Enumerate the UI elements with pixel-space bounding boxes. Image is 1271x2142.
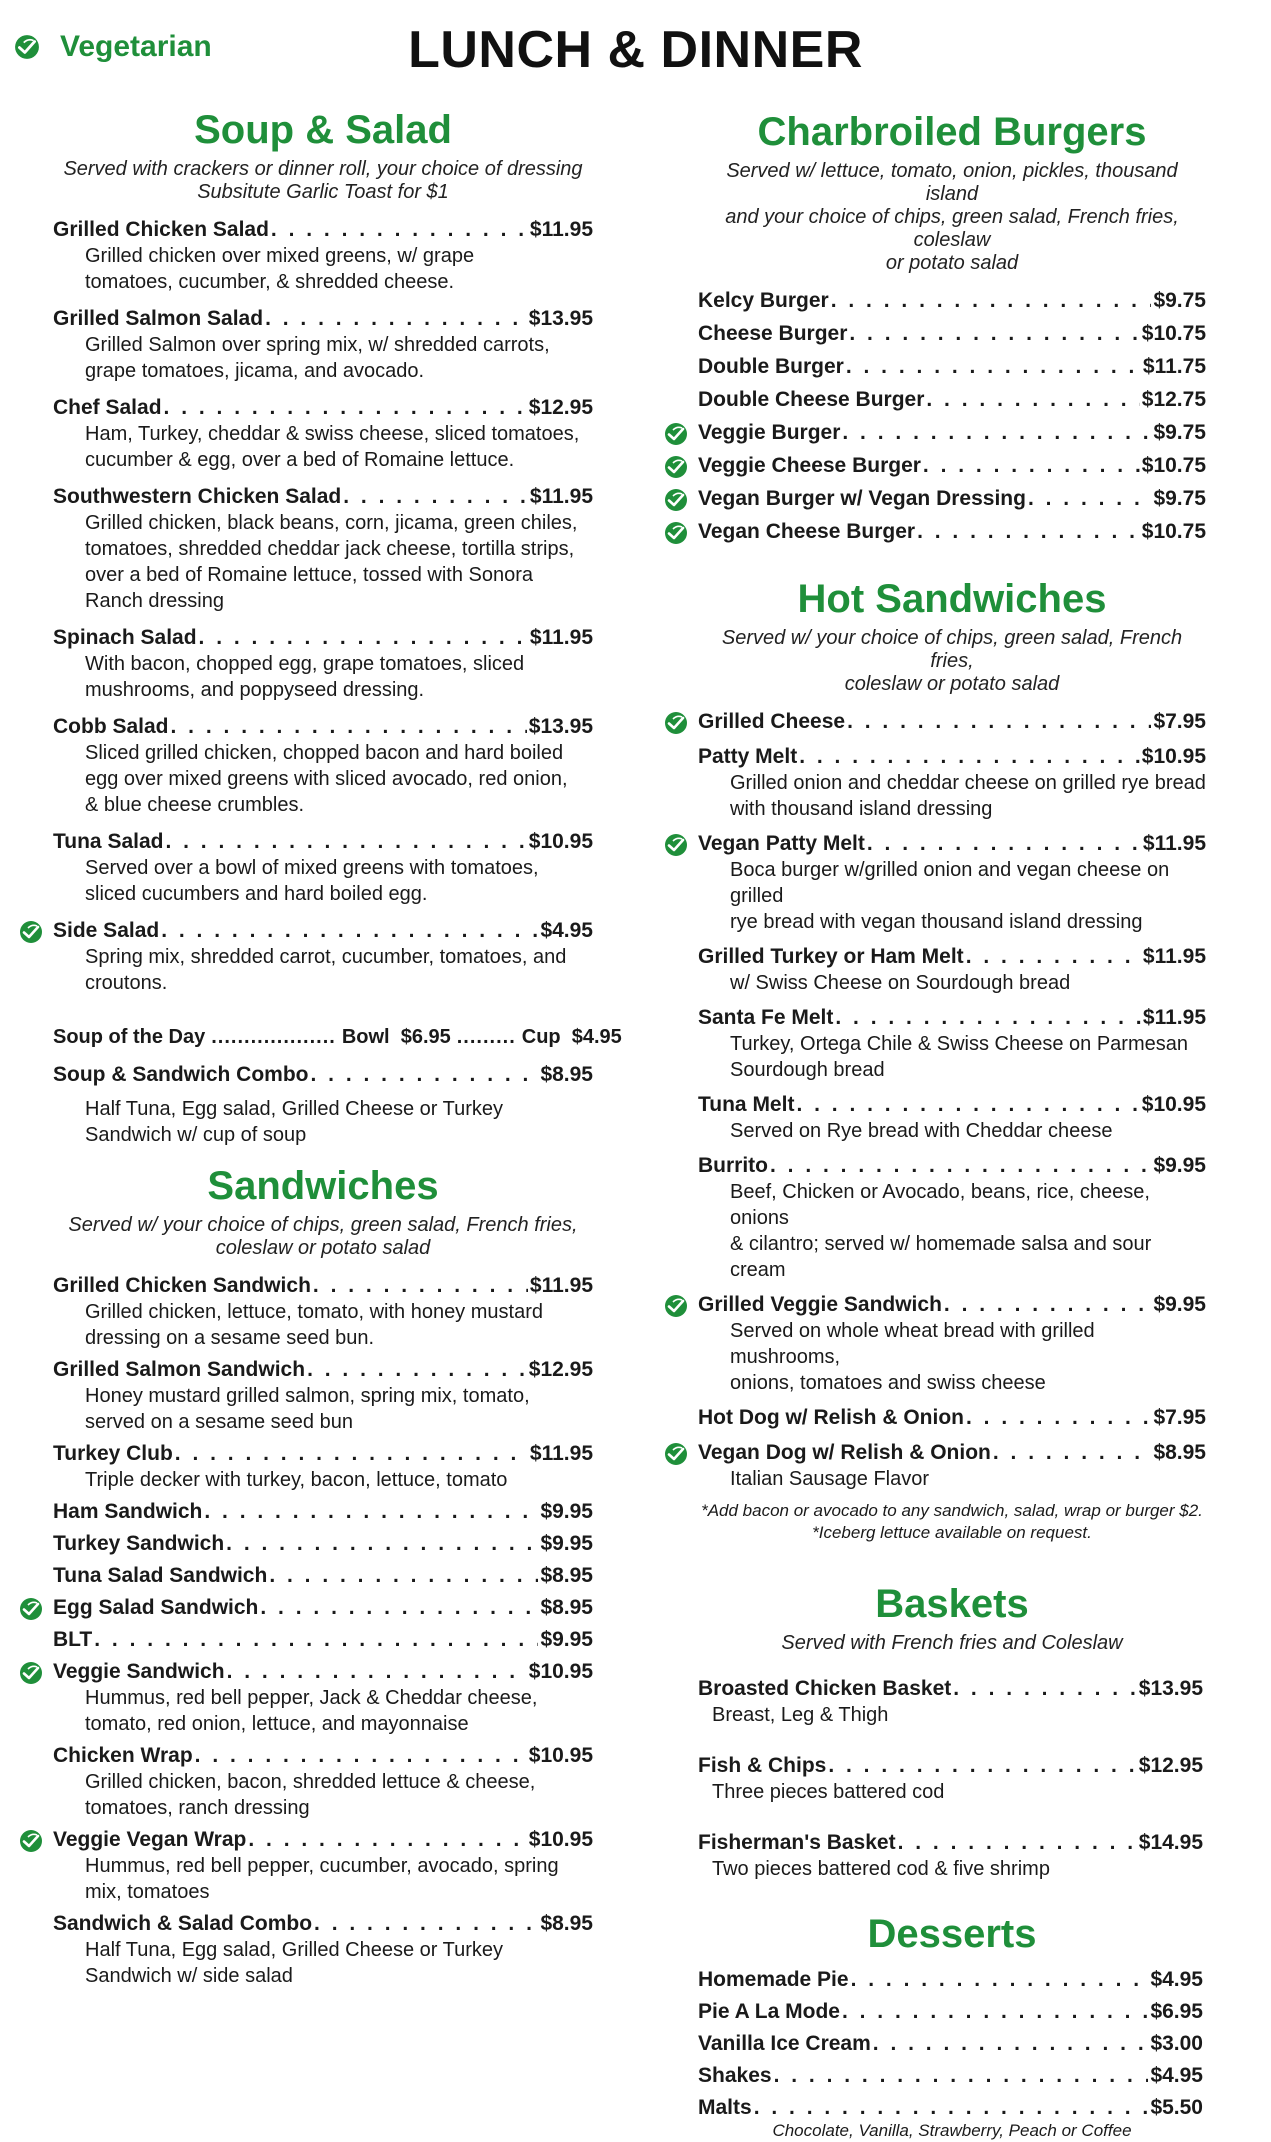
menu-item-soup-sandwich-combo: [53, 1061, 593, 1148]
item-desc: rye bread with vegan thousand island dressing: [730, 911, 1143, 933]
note-line: coleslaw or potato salad: [844, 673, 1060, 695]
item-desc: tomato, red onion, lettuce, and mayonnaise: [85, 1713, 469, 1735]
menu-item: [53, 1742, 593, 1821]
item-desc: Half Tuna, Egg salad, Grilled Cheese or Turkey: [85, 1098, 503, 1120]
item-desc: served on a sesame seed bun: [85, 1411, 353, 1433]
vegetarian-icon: [664, 488, 688, 512]
menu-item: [698, 2062, 1206, 2089]
section-title-baskets: Baskets: [875, 1582, 1029, 1626]
item-desc: croutons.: [85, 972, 168, 994]
item-desc: Grilled chicken, black beans, corn, jicama, green chiles,: [85, 512, 578, 534]
section-title-soup-salad: Soup & Salad: [194, 108, 452, 152]
item-price: $4.95: [1150, 1968, 1203, 1991]
dots: [265, 305, 527, 332]
menu-item: [698, 1404, 1206, 1431]
dots: [164, 394, 527, 421]
item-desc: cucumber & egg, over a bed of Romaine lettuce.: [85, 449, 515, 471]
item-desc: Ham, Turkey, cheddar & swiss cheese, sliced tomatoes,: [85, 423, 580, 445]
item-desc: Grilled chicken over mixed greens, w/ grape: [85, 245, 475, 267]
vegetarian-icon: [664, 422, 688, 446]
item-name: Southwestern Chicken Salad: [53, 485, 342, 508]
item-price: $12.95: [528, 396, 593, 419]
menu-item: [698, 1752, 1206, 1805]
vegetarian-icon: [19, 920, 43, 944]
item-name: Veggie Burger: [698, 421, 841, 444]
item-name: Santa Fe Melt: [698, 1006, 834, 1029]
sandwich-list: [53, 1272, 593, 1989]
left-column: [53, 106, 622, 1994]
item-name: Grilled Chicken Salad: [53, 218, 269, 241]
menu-item: [698, 1291, 1206, 1396]
note-line: coleslaw or potato salad: [215, 1237, 431, 1259]
item-desc: Served on Rye bread with Cheddar cheese: [730, 1120, 1113, 1142]
item-desc: Triple decker with turkey, bacon, lettuce, tomato: [85, 1469, 508, 1491]
item-desc: Served over a bowl of mixed greens with tomatoes,: [85, 857, 539, 879]
item-price: $11.95: [529, 1442, 593, 1465]
item-name: Ham Sandwich: [53, 1500, 203, 1523]
item-name: Grilled Chicken Sandwich: [53, 1274, 311, 1297]
dots: [828, 1752, 1136, 1779]
dots: [774, 2062, 1149, 2089]
menu-item: [698, 708, 1206, 735]
item-price: $8.95: [540, 1596, 593, 1619]
item-price: $9.95: [1153, 1293, 1206, 1316]
item-name: Soup of the Day: [53, 1026, 206, 1048]
note-line: Served w/ your choice of chips, green salad, French fries,: [721, 627, 1183, 672]
item-desc: & blue cheese crumbles.: [85, 794, 305, 816]
item-name: Vegan Cheese Burger: [698, 520, 916, 543]
item-price: $12.75: [1141, 388, 1206, 411]
item-desc: Sliced grilled chicken, chopped bacon and hard boiled: [85, 742, 564, 764]
item-name: Pie A La Mode: [698, 2000, 840, 2023]
item-name: Veggie Cheese Burger: [698, 454, 921, 477]
dots: [926, 386, 1139, 413]
menu-item: [698, 1998, 1206, 2025]
dots: [898, 1829, 1137, 1856]
menu-item: [698, 2030, 1206, 2057]
menu-item: [698, 287, 1206, 314]
item-name: Veggie Sandwich: [53, 1660, 225, 1683]
item-name: Egg Salad Sandwich: [53, 1596, 259, 1619]
item-price: $9.95: [540, 1532, 593, 1555]
dots: [343, 483, 528, 510]
dots: [993, 1439, 1152, 1466]
note-line: Served with crackers or dinner roll, your choice of dressing: [63, 158, 583, 180]
item-name: Veggie Vegan Wrap: [53, 1828, 247, 1851]
burger-list: [698, 287, 1206, 545]
menu-item: [53, 1826, 593, 1905]
dots: [248, 1826, 526, 1853]
vegetarian-icon: [664, 455, 688, 479]
item-price: $10.75: [1141, 520, 1206, 543]
item-name: Side Salad: [53, 919, 160, 942]
dots: [923, 452, 1140, 479]
item-price: $9.75: [1153, 289, 1206, 312]
soup-salad-list: [53, 216, 593, 996]
dots: [867, 830, 1141, 857]
item-name: Vegan Patty Melt: [698, 832, 865, 855]
item-desc: Half Tuna, Egg salad, Grilled Cheese or Turkey: [85, 1939, 503, 1961]
item-name: Tuna Salad Sandwich: [53, 1564, 268, 1587]
item-price: $10.75: [1141, 322, 1206, 345]
item-price: $7.95: [1153, 710, 1206, 733]
section-note: [698, 1632, 1206, 1655]
item-name: Sandwich & Salad Combo: [53, 1912, 313, 1935]
item-name: Vegan Burger w/ Vegan Dressing: [698, 487, 1026, 510]
section-note: [698, 160, 1206, 275]
dots: [966, 1404, 1151, 1431]
item-price: $13.95: [528, 307, 593, 330]
dots: [314, 1910, 538, 1937]
item-price-cup: Cup $4.95: [521, 1026, 622, 1048]
item-desc: with thousand island dressing: [730, 798, 993, 820]
menu-item: [698, 1966, 1206, 1993]
menu-item: [698, 452, 1206, 479]
menu-item: [53, 394, 593, 473]
item-name: Hot Dog w/ Relish & Onion: [698, 1406, 964, 1429]
menu-item: [53, 1910, 593, 1989]
menu-item: [53, 305, 593, 384]
menu-item: [53, 1562, 593, 1589]
item-price: $9.75: [1153, 421, 1206, 444]
dots: [313, 1272, 528, 1299]
item-desc: onions, tomatoes and swiss cheese: [730, 1372, 1046, 1394]
menu-item: [698, 1675, 1206, 1728]
dots: .........: [456, 1026, 516, 1048]
dots: [966, 943, 1141, 970]
item-name: Double Burger: [698, 355, 844, 378]
vegetarian-icon: [19, 1661, 43, 1685]
menu-item: [698, 743, 1206, 822]
dots: ...................: [211, 1026, 336, 1048]
note-line: or potato salad: [885, 252, 1019, 274]
item-name: Grilled Salmon Salad: [53, 307, 264, 330]
dots: [847, 708, 1151, 735]
dots: [851, 1966, 1149, 1993]
item-price: $8.95: [540, 1564, 593, 1587]
dots: [161, 917, 538, 944]
item-name: Cobb Salad: [53, 715, 169, 738]
item-name: Turkey Club: [53, 1442, 173, 1465]
item-desc: Served on whole wheat bread with grilled mushrooms,: [730, 1320, 1095, 1368]
item-desc: tomatoes, cucumber, & shredded cheese.: [85, 271, 455, 293]
dots: [917, 518, 1140, 545]
item-desc: Sourdough bread: [730, 1059, 885, 1081]
vegetarian-icon: [19, 1597, 43, 1621]
item-desc: tomatoes, shredded cheddar jack cheese, tortilla strips,: [85, 538, 575, 560]
item-desc: w/ Swiss Cheese on Sourdough bread: [730, 972, 1071, 994]
item-desc: Boca burger w/grilled onion and vegan cheese on grilled: [730, 859, 1170, 907]
item-desc: mix, tomatoes: [85, 1881, 210, 1903]
dots: [307, 1356, 527, 1383]
section-title-sandwiches: Sandwiches: [207, 1164, 439, 1208]
item-desc: mushrooms, and poppyseed dressing.: [85, 679, 425, 701]
item-name: Vegan Dog w/ Relish & Onion: [698, 1441, 991, 1464]
menu-item: [53, 1498, 593, 1525]
item-desc: Breast, Leg & Thigh: [712, 1704, 889, 1726]
note-line: Served w/ your choice of chips, green salad, French fries,: [68, 1214, 578, 1236]
item-name: Tuna Salad: [53, 830, 164, 853]
vegetarian-icon: [664, 1442, 688, 1466]
dessert-flavors: Chocolate, Vanilla, Strawberry, Peach or Coffee: [772, 2121, 1132, 2140]
menu-item: [53, 216, 593, 295]
menu-item: [53, 828, 593, 907]
dots: [831, 287, 1152, 314]
dots: [873, 2030, 1149, 2057]
item-price: $8.95: [1153, 1441, 1206, 1464]
item-name: Tuna Melt: [698, 1093, 795, 1116]
menu-item: [698, 1829, 1206, 1882]
menu-item: [53, 1272, 593, 1351]
item-price: $13.95: [528, 715, 593, 738]
item-price: $5.50: [1150, 2096, 1203, 2119]
legend-label: Vegetarian: [60, 30, 212, 63]
item-desc: tomatoes, ranch dressing: [85, 1797, 310, 1819]
note-line: Served with French fries and Coleslaw: [781, 1632, 1123, 1654]
vegetarian-icon: [664, 833, 688, 857]
footnote-line: *Add bacon or avocado to any sandwich, salad, wrap or burger $2.: [701, 1501, 1203, 1520]
item-name: Broasted Chicken Basket: [698, 1677, 952, 1700]
hot-sandwich-list: [698, 708, 1206, 1492]
menu-item: [698, 2094, 1206, 2121]
item-price: $10.95: [528, 1744, 593, 1767]
dots: [94, 1626, 538, 1653]
item-name: Soup & Sandwich Combo: [53, 1063, 309, 1086]
item-name: Grilled Salmon Sandwich: [53, 1358, 306, 1381]
page-title: LUNCH & DINNER: [408, 21, 863, 79]
menu-item: [53, 483, 593, 614]
dots: [1028, 485, 1151, 512]
item-name: Cheese Burger: [698, 322, 848, 345]
dots: [311, 1061, 539, 1088]
item-price: $6.95: [1150, 2000, 1203, 2023]
item-price: $9.95: [1153, 1154, 1206, 1177]
item-price: $11.95: [1142, 832, 1206, 855]
menu-item: [698, 419, 1206, 446]
item-desc: Beef, Chicken or Avocado, beans, rice, cheese, onions: [730, 1181, 1150, 1229]
item-price: $11.95: [529, 626, 593, 649]
item-name: Burrito: [698, 1154, 768, 1177]
item-price-bowl: Bowl $6.95: [341, 1026, 451, 1048]
dots: [269, 1562, 538, 1589]
menu-item: [53, 917, 593, 996]
section-note: [698, 627, 1206, 696]
menu-item: [53, 1626, 593, 1653]
item-price: $10.95: [528, 1828, 593, 1851]
item-desc: Ranch dressing: [85, 590, 224, 612]
item-desc: dressing on a sesame seed bun.: [85, 1327, 375, 1349]
item-name: BLT: [53, 1628, 93, 1651]
item-desc: & cilantro; served w/ homemade salsa and sour cream: [730, 1233, 1152, 1281]
menu-item: [698, 1152, 1206, 1283]
item-price: $10.75: [1141, 454, 1206, 477]
item-name: Grilled Veggie Sandwich: [698, 1293, 942, 1316]
dots: [799, 743, 1140, 770]
section-title-burgers: Charbroiled Burgers: [757, 110, 1147, 154]
menu-item: [698, 353, 1206, 380]
dots: [271, 216, 528, 243]
item-name: Vanilla Ice Cream: [698, 2032, 871, 2055]
item-name: Turkey Sandwich: [53, 1532, 225, 1555]
menu-item: [53, 1440, 593, 1493]
menu-item: [698, 485, 1206, 512]
dots: [199, 624, 528, 651]
dots: [842, 1998, 1148, 2025]
item-desc: Turkey, Ortega Chile & Swiss Cheese on Parmesan: [730, 1033, 1188, 1055]
item-price: $8.95: [540, 1912, 593, 1935]
item-name: Grilled Cheese: [698, 710, 846, 733]
item-desc: Two pieces battered cod & five shrimp: [712, 1858, 1050, 1880]
item-desc: Hummus, red bell pepper, Jack & Cheddar cheese,: [85, 1687, 538, 1709]
menu-item-soup-of-the-day: [53, 1024, 622, 1051]
dots: [944, 1291, 1152, 1318]
dots: [842, 419, 1151, 446]
menu-item: [53, 624, 593, 703]
item-price: $3.00: [1150, 2032, 1203, 2055]
item-name: Fisherman's Basket: [698, 1831, 896, 1854]
item-desc: Honey mustard grilled salmon, spring mix, tomato,: [85, 1385, 530, 1407]
item-desc: Sandwich w/ side salad: [85, 1965, 293, 1987]
item-price: $13.95: [1138, 1677, 1203, 1700]
item-price: $9.95: [540, 1628, 593, 1651]
item-price: $10.95: [1141, 745, 1206, 768]
note-line: Served w/ lettuce, tomato, onion, pickles, thousand island: [726, 160, 1178, 205]
menu-item: [698, 320, 1206, 347]
item-desc: egg over mixed greens with sliced avocado, red onion,: [85, 768, 568, 790]
dessert-list: [698, 1966, 1206, 2121]
item-name: Malts: [698, 2096, 752, 2119]
item-price: $11.95: [529, 1274, 593, 1297]
item-desc: Grilled chicken, lettuce, tomato, with honey mustard: [85, 1301, 543, 1323]
item-desc: Grilled Salmon over spring mix, w/ shredded carrots,: [85, 334, 550, 356]
item-name: Shakes: [698, 2064, 772, 2087]
item-desc: grape tomatoes, jicama, and avocado.: [85, 360, 425, 382]
item-desc: Italian Sausage Flavor: [730, 1468, 930, 1490]
item-desc: With bacon, chopped egg, grape tomatoes, sliced: [85, 653, 525, 675]
footnote: [698, 1500, 1206, 1544]
item-desc: sliced cucumbers and hard boiled egg.: [85, 883, 428, 905]
dots: [846, 353, 1141, 380]
item-price: $11.95: [1142, 1006, 1206, 1029]
item-price: $4.95: [540, 919, 593, 942]
dots: [175, 1440, 528, 1467]
dots: [171, 713, 527, 740]
menu-item: [53, 1658, 593, 1737]
item-price: $11.95: [529, 218, 593, 241]
dots: [953, 1675, 1137, 1702]
dots: [849, 320, 1139, 347]
item-price: $10.95: [528, 1660, 593, 1683]
item-name: Chicken Wrap: [53, 1744, 193, 1767]
menu-item: [698, 1091, 1206, 1144]
section-title-desserts: Desserts: [867, 1912, 1037, 1956]
menu-item: [698, 943, 1206, 996]
vegetarian-icon: [664, 1294, 688, 1318]
item-desc: Three pieces battered cod: [712, 1781, 945, 1803]
footnote-line: *Iceberg lettuce available on request.: [812, 1523, 1092, 1542]
item-desc: over a bed of Romaine lettuce, tossed with Sonora: [85, 564, 534, 586]
item-name: Grilled Turkey or Ham Melt: [698, 945, 964, 968]
menu-item: [53, 1594, 593, 1621]
dots: [835, 1004, 1141, 1031]
dots: [796, 1091, 1139, 1118]
item-price: $9.75: [1153, 487, 1206, 510]
item-price: $9.95: [540, 1500, 593, 1523]
item-desc: Spring mix, shredded carrot, cucumber, tomatoes, and: [85, 946, 567, 968]
dots: [204, 1498, 538, 1525]
item-desc: Hummus, red bell pepper, cucumber, avocado, spring: [85, 1855, 559, 1877]
item-name: Double Cheese Burger: [698, 388, 925, 411]
menu-item: [698, 518, 1206, 545]
item-price: $14.95: [1138, 1831, 1203, 1854]
dots: [770, 1152, 1151, 1179]
item-name: Chef Salad: [53, 396, 162, 419]
item-name: Patty Melt: [698, 745, 798, 768]
item-name: Fish & Chips: [698, 1754, 827, 1777]
note-line: Subsitute Garlic Toast for $1: [197, 181, 449, 203]
menu-item: [53, 1356, 593, 1435]
note-line: and your choice of chips, green salad, French fries, coleslaw: [725, 206, 1179, 251]
vegetarian-icon: [664, 711, 688, 735]
menu-item: [53, 713, 593, 818]
item-price: $10.95: [1141, 1093, 1206, 1116]
dots: [165, 828, 526, 855]
menu-item: [53, 1530, 593, 1557]
item-price: $12.95: [528, 1358, 593, 1381]
dots: [754, 2094, 1149, 2121]
menu-item: [698, 1004, 1206, 1083]
item-price: $4.95: [1150, 2064, 1203, 2087]
right-column: [698, 108, 1206, 2142]
item-price: $7.95: [1153, 1406, 1206, 1429]
section-note: [53, 1214, 593, 1260]
menu-item: [698, 830, 1206, 935]
dots: [260, 1594, 538, 1621]
dots: [195, 1742, 527, 1769]
item-name: Homemade Pie: [698, 1968, 849, 1991]
item-price: $11.95: [1142, 945, 1206, 968]
item-desc: Grilled onion and cheddar cheese on grilled rye bread: [730, 772, 1206, 794]
menu-item: [698, 1439, 1206, 1492]
item-price: $11.75: [1142, 355, 1206, 378]
menu-item: [698, 386, 1206, 413]
item-desc: Grilled chicken, bacon, shredded lettuce & cheese,: [85, 1771, 536, 1793]
item-price: $10.95: [528, 830, 593, 853]
item-name: Spinach Salad: [53, 626, 197, 649]
item-price: $11.95: [529, 485, 593, 508]
item-desc: Sandwich w/ cup of soup: [85, 1124, 307, 1146]
item-name: Kelcy Burger: [698, 289, 829, 312]
vegetarian-icon: [19, 1829, 43, 1853]
dots: [226, 1530, 538, 1557]
dots: [227, 1658, 527, 1685]
item-price: $8.95: [540, 1063, 593, 1086]
section-note: [53, 158, 593, 204]
basket-list: [698, 1675, 1206, 1882]
section-title-hot-sandwiches: Hot Sandwiches: [797, 577, 1107, 621]
vegetarian-icon: [664, 521, 688, 545]
item-price: $12.95: [1138, 1754, 1203, 1777]
